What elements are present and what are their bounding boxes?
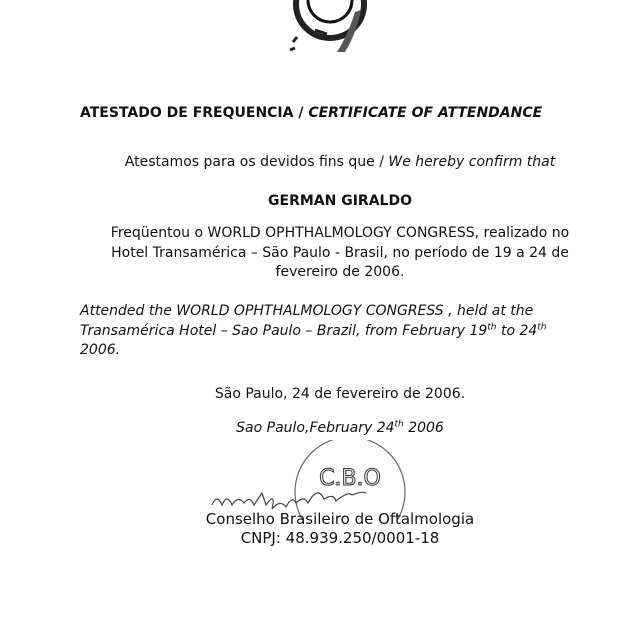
cbo-stamp-signature xyxy=(200,440,440,520)
congress-logo-icon xyxy=(285,0,395,54)
date-en: Sao Paulo,February 24th 2006 xyxy=(236,419,444,436)
paragraph-en-line: Attended the WORLD OPHTHALMOLOGY CONGRESS , held at the xyxy=(80,303,534,319)
paragraph-en-line: 2006. xyxy=(80,342,121,358)
organization-name: Conselho Brasileiro de Oftalmologia xyxy=(205,510,475,528)
paragraph-pt-line: Hotel Transamérica – São Paulo - Brasil, no período de 19 a 24 de xyxy=(111,245,569,261)
paragraph-en-line: Transamérica Hotel – Sao Paulo – Brazil, from February 19th to 24th xyxy=(80,322,547,339)
intro-line: Atestamos para os devidos fins que / We hereby confirm that xyxy=(124,154,556,170)
svg-text:C.B.O: C.B.O xyxy=(319,466,381,491)
paragraph-pt-line: Freqüentou o WORLD OPHTHALMOLOGY CONGRESS, realizado no xyxy=(110,225,570,241)
cnpj-number: CNPJ: 48.939.250/0001-18 xyxy=(240,529,440,547)
attendee-name: GERMAN GIRALDO xyxy=(268,193,412,209)
certificate-title: ATESTADO DE FREQUENCIA / CERTIFICATE OF ATTENDANCE xyxy=(80,105,543,121)
date-pt: São Paulo, 24 de fevereiro de 2006. xyxy=(214,386,466,402)
paragraph-pt-line: fevereiro de 2006. xyxy=(275,264,405,280)
